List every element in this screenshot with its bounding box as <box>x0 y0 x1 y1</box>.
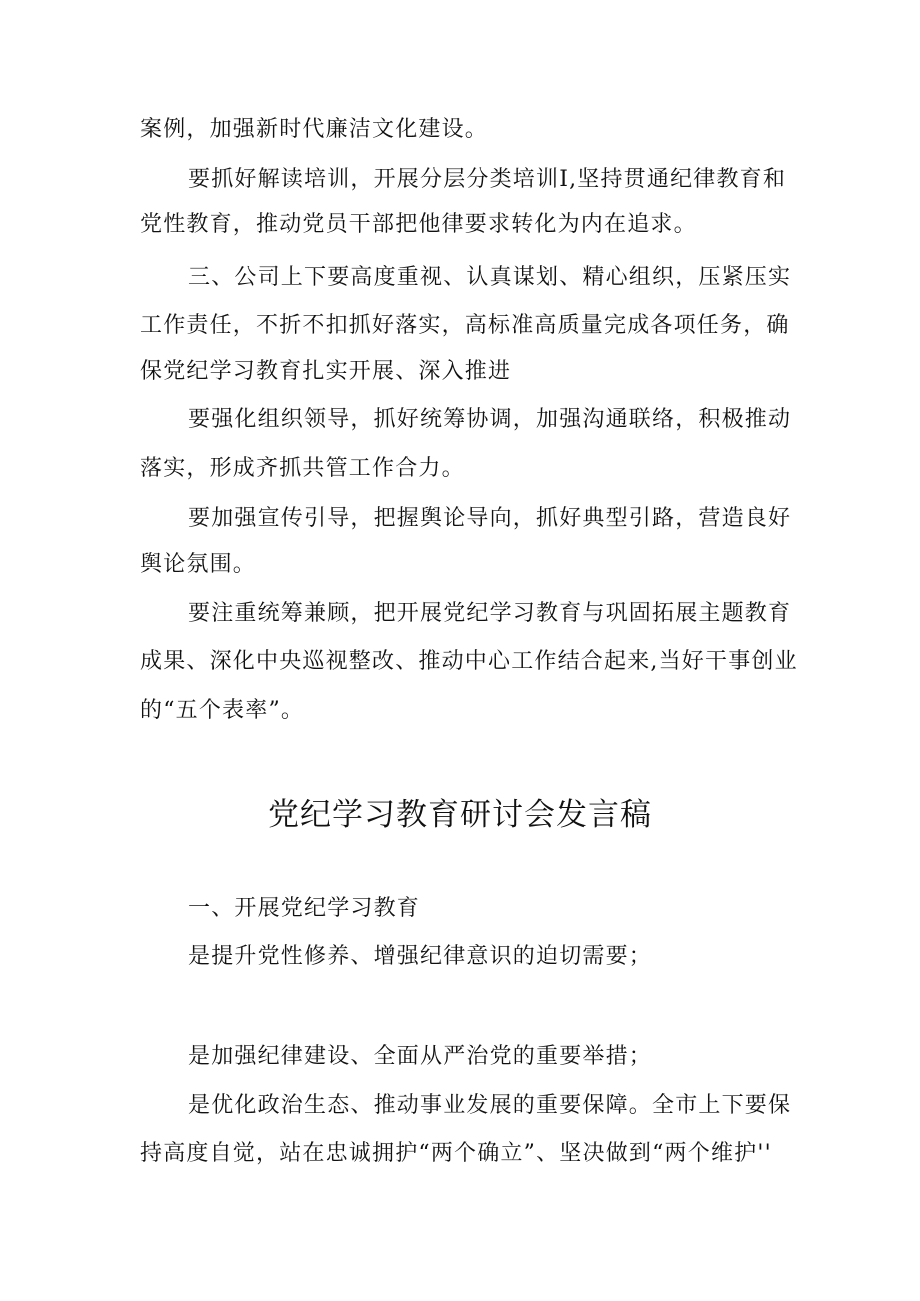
text-line: 保党纪学习教育扎实开展、深入推进 <box>140 359 512 384</box>
text-line: 的“五个表率”。 <box>140 698 305 723</box>
text-line: 持高度自觉，站在忠诚拥护“两个确立”、坚决做到“两个维护'' <box>140 1141 772 1166</box>
page-title: 党纪学习教育研讨会发言稿 <box>268 797 652 833</box>
text-line: 要抓好解读培训，开展分层分类培训Ⅰ,坚持贯通纪律教育和 <box>188 167 787 192</box>
text-line: 舆论氛围。 <box>140 552 257 577</box>
text-line: 三、公司上下要高度重视、认真谋划、精心组织，压紧压实 <box>188 265 792 290</box>
section-heading: 一、开展党纪学习教育 <box>188 896 421 921</box>
text-line: 是加强纪律建设、全面从严治党的重要举措； <box>188 1044 653 1069</box>
text-line: 成果、深化中央巡视整改、推动中心工作结合起来,当好干事创业 <box>140 649 798 674</box>
text-line: 落实，形成齐抓共管工作合力。 <box>140 456 465 481</box>
text-line: 党性教育，推动党员干部把他律要求转化为内在追求。 <box>140 212 697 237</box>
text-line: 是提升党性修养、增强纪律意识的迫切需要； <box>188 944 653 969</box>
text-line: 是优化政治生态、推动事业发展的重要保障。全市上下要保 <box>188 1093 792 1118</box>
text-line: 案例，加强新时代廉洁文化建设。 <box>140 117 489 142</box>
text-line: 要强化组织领导，抓好统筹协调，加强沟通联络，积极推动 <box>188 407 792 432</box>
text-line: 要加强宣传引导，把握舆论导向，抓好典型引路，营造良好 <box>188 506 792 531</box>
text-line: 要注重统筹兼顾，把开展党纪学习教育与巩固拓展主题教育 <box>188 601 792 626</box>
text-line: 工作责任，不折不扣抓好落实，高标准高质量完成各项任务，确 <box>140 313 790 338</box>
